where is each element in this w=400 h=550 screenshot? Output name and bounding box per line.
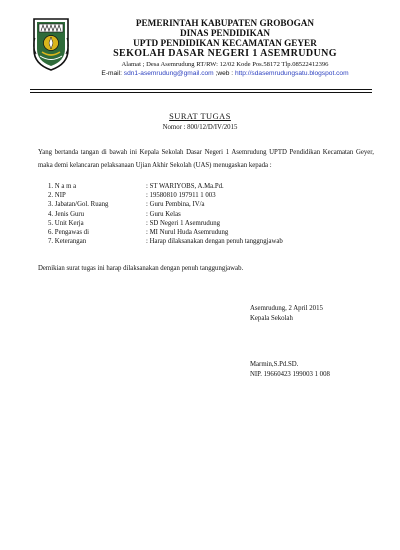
email-link[interactable]: sdn1-asemrudung@gmail.com [123,70,214,77]
field-value: : Guru Kelas [146,210,181,218]
place-date: Asemrudung, 2 April 2015 [250,305,323,312]
field-value: : 19580810 197911 1 003 [146,192,216,200]
uptd-name: UPTD PENDIDIKAN KECAMATAN GEYER [133,38,317,48]
field-label: 7. Keterangan [48,238,87,246]
email-label: E-mail: [101,70,124,77]
field-value: : Guru Pembina, IV/a [146,201,205,209]
field-value: : SD Negeri 1 Asemrudung [146,219,221,227]
field-value: : Harap dilaksanakan dengan penuh tanggngjawab [146,238,283,246]
closing-sentence: Demikian surat tugas ini harap dilaksanakan dengan penuh tanggungjawab. [38,265,244,272]
field-label: 4. Jenis Guru [48,210,85,218]
web-label: ;web : [213,70,235,77]
field-row [48,237,283,246]
letterhead-divider-thick [30,89,372,90]
field-row [48,182,283,191]
field-label: 2. NIP [48,192,66,200]
signatory-nip: NIP. 19660423 199003 1 008 [250,370,330,378]
signatory-position: Kepala Sekolah [250,314,293,322]
contact-line [70,69,380,78]
letterhead [70,18,380,78]
field-row [48,191,283,200]
field-label: 6. Pengawas di [48,229,89,237]
field-value: : ST WARIYOBS, A.Ma.Pd. [146,183,224,190]
emblem-icon [30,16,72,72]
signatory-name: Marmin,S.Pd.SD. [250,361,299,368]
field-row [48,228,283,237]
field-value: : MI Nurul Huda Asemrudung [146,229,229,237]
department-name: DINAS PENDIDIKAN [179,28,271,38]
assignee-details [48,182,283,246]
signature-block-top [250,304,323,323]
field-label: 5. Unit Kerja [48,219,84,227]
field-label: 1. N a m a [48,183,77,190]
field-row [48,210,283,219]
letterhead-divider-thin [30,92,372,93]
signature-block-bottom [250,360,330,379]
intro-paragraph: Yang bertanda tangan di bawah ini Kepala Sekolah Dasar Negeri 1 Asemrudung UPTD Pendidikan Kecamatan Geyer, maka demi kelancaran pelaksanaan Ujian Akhir Sekolah (UAS) menugaskan kepada : [38,149,374,169]
regency-emblem-logo [30,16,72,72]
web-link[interactable]: http://sdasemrudungsatu.blogspot.com [234,70,349,77]
letter-title: SURAT TUGAS [169,112,231,121]
field-row [48,200,283,209]
school-name: SEKOLAH DASAR NEGERI 1 ASEMRUDUNG [113,48,337,59]
field-label: 3. Jabatan/Gol. Ruang [48,201,109,209]
field-row [48,219,283,228]
school-address: Alamat ; Desa Asemrudung RT/RW: 12/02 Kode Pos.58172 Tlp.08522412396 [121,61,329,68]
government-name: PEMERINTAH KABUPATEN GROBOGAN [135,18,315,28]
letter-number: Nomor : 800/12/D/IV/2015 [162,124,238,131]
